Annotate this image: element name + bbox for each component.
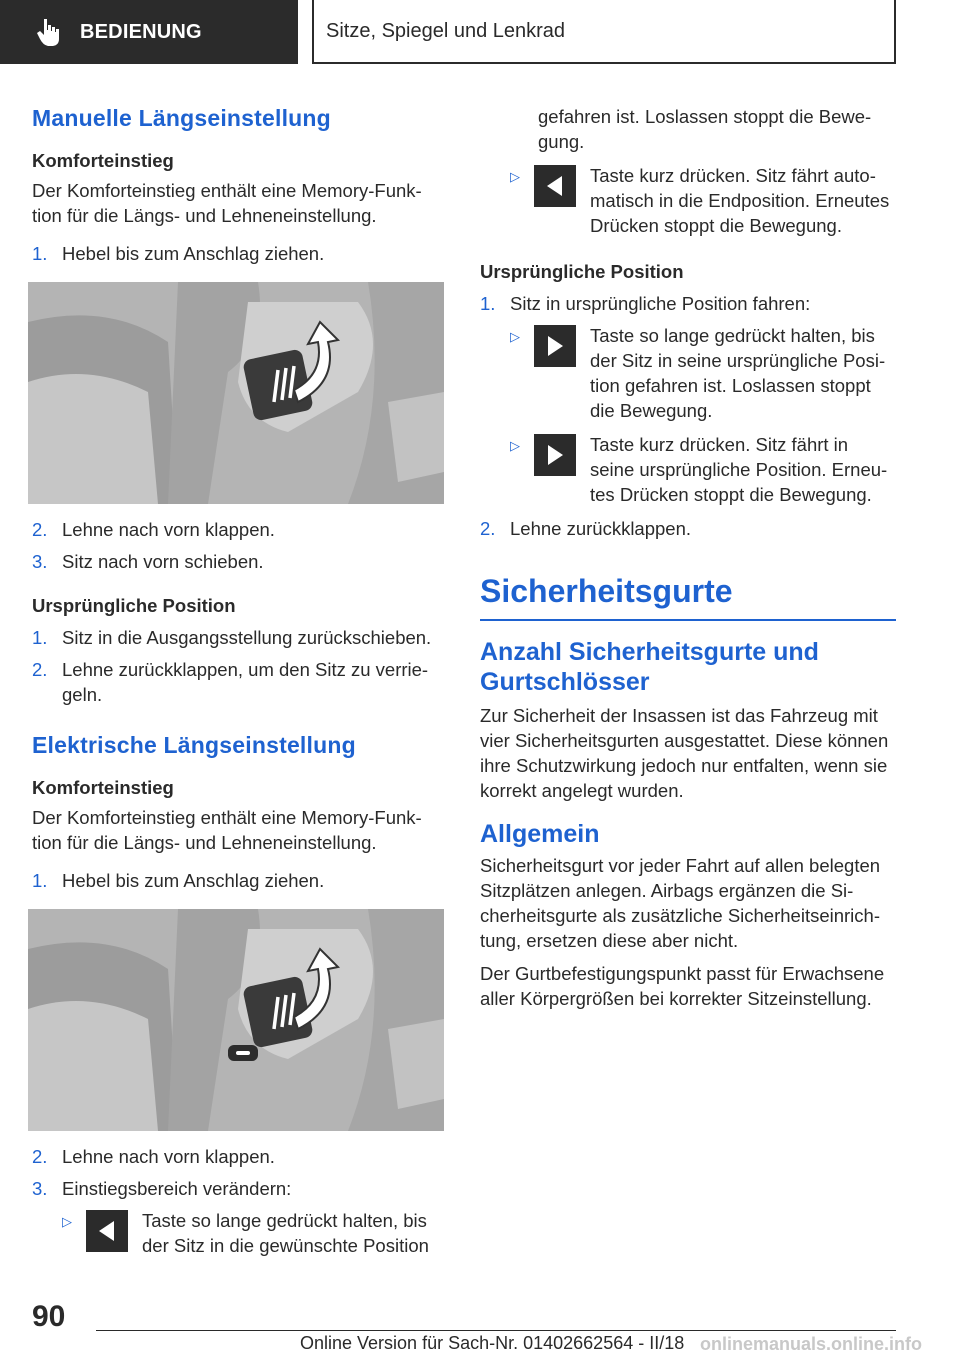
list-text: Lehne nach vorn klappen. bbox=[62, 519, 275, 540]
list-number: 3. bbox=[32, 1178, 48, 1199]
chapter-title: Sitze, Spiegel und Lenkrad bbox=[326, 19, 566, 42]
list-item bbox=[480, 291, 896, 316]
belt-count-title: Anzahl Sicherheitsgurte und Gurtschlösser bbox=[480, 638, 819, 696]
manual-section-title: Manuelle Längseinstellung bbox=[32, 105, 331, 131]
left-column bbox=[32, 100, 444, 1258]
general-paragraph: Der Gurtbefestigungspunkt passt für Erwachsene aller Körpergrößen bei korrekter Sitzeinstellung. bbox=[480, 963, 885, 1009]
list-number: 3. bbox=[32, 551, 48, 572]
komfort-paragraph: Der Komforteinstieg enthält eine Memory-Funktion für die Längs- und Lehneneinstellung. bbox=[32, 180, 422, 226]
komfort-subtitle: Komforteinstieg bbox=[32, 777, 174, 798]
list-number: 2. bbox=[32, 1146, 48, 1167]
list-text: Sitz in ursprüngliche Position fahren: bbox=[510, 293, 811, 314]
list-text: Einstiegsbereich verändern: bbox=[62, 1178, 292, 1199]
list-text: Lehne zurückklappen, um den Sitz zu verriegeln. bbox=[62, 659, 429, 705]
triangle-bullet-icon: ▷ bbox=[62, 1214, 72, 1229]
orig-position-subtitle: Ursprüngliche Position bbox=[480, 261, 684, 282]
bullet-text: Taste kurz drücken. Sitz fährt automatisch in die Endposition. Erneutes Drücken stoppt die Bewegung. bbox=[590, 165, 890, 236]
list-item bbox=[32, 1176, 444, 1201]
seat-lever-photo bbox=[28, 282, 444, 504]
header-section-tab bbox=[0, 0, 298, 64]
arrow-right-button-icon bbox=[534, 325, 576, 367]
bullet-item bbox=[480, 323, 896, 423]
bullet-text: Taste so lange gedrückt halten, bis der Sitz in seine ursprüngliche Position gefahren ist. Loslassen stoppt die Bewegung. bbox=[590, 325, 886, 421]
footer-divider bbox=[96, 1330, 896, 1331]
list-text: Sitz in die Ausgangsstellung zurückschieben. bbox=[62, 627, 432, 648]
page-number: 90 bbox=[32, 1300, 66, 1333]
list-text: Hebel bis zum Anschlag ziehen. bbox=[62, 243, 325, 264]
arrow-left-button-icon bbox=[86, 1210, 128, 1252]
list-number: 1. bbox=[32, 243, 48, 264]
list-item bbox=[32, 868, 444, 893]
triangle-bullet-icon: ▷ bbox=[510, 329, 520, 344]
list-text: Lehne zurückklappen. bbox=[510, 518, 692, 539]
arrow-left-button-icon bbox=[534, 165, 576, 207]
electric-section-title: Elektrische Längseinstellung bbox=[32, 732, 356, 758]
list-item bbox=[32, 625, 444, 650]
list-number: 2. bbox=[480, 518, 496, 539]
arrow-right-button-icon bbox=[534, 434, 576, 476]
chapter-title-box bbox=[312, 0, 896, 64]
bullet-item bbox=[480, 163, 896, 238]
seat-lever-electric-photo bbox=[28, 909, 444, 1131]
list-number: 2. bbox=[32, 519, 48, 540]
orig-position-subtitle: Ursprüngliche Position bbox=[32, 595, 236, 616]
list-number: 2. bbox=[32, 659, 48, 680]
belt-count-paragraph: Zur Sicherheit der Insassen ist das Fahrzeug mit vier Sicherheitsgurten ausgestattet. Diese können ihre Schutzwirkung jedoch nur entfalten, wenn sie korrekt angelegt wurden. bbox=[480, 705, 889, 801]
bullet-text: Taste kurz drücken. Sitz fährt in seine ursprüngliche Position. Erneutes Drücken stoppt die Bewegung. bbox=[590, 434, 888, 505]
triangle-bullet-icon: ▷ bbox=[510, 438, 520, 453]
list-item bbox=[480, 516, 896, 541]
general-title: Allgemein bbox=[480, 820, 600, 848]
bullet-item bbox=[32, 1208, 444, 1258]
list-item bbox=[32, 1144, 444, 1169]
komfort-subtitle: Komforteinstieg bbox=[32, 150, 174, 171]
section-title: BEDIENUNG bbox=[80, 20, 202, 43]
bullet-item bbox=[480, 432, 896, 507]
list-item bbox=[32, 657, 444, 707]
list-number: 1. bbox=[32, 870, 48, 891]
bullet-text: Taste so lange gedrückt halten, bis der Sitz in die gewünschte Position bbox=[142, 1210, 429, 1256]
footer-online-version: Online Version für Sach-Nr. 01402662564 - II/18 bbox=[300, 1333, 685, 1353]
right-column bbox=[480, 100, 896, 1011]
triangle-bullet-icon: ▷ bbox=[510, 169, 520, 184]
list-item bbox=[32, 517, 444, 542]
list-text: Sitz nach vorn schieben. bbox=[62, 551, 264, 572]
list-number: 1. bbox=[480, 293, 496, 314]
general-paragraph: Sicherheitsgurt vor jeder Fahrt auf allen belegten Sitzplätzen anlegen. Airbags ergänzen die Sicherheitsgurte als zusätzliche Sicherheitseinrichtung, ersetzen diese aber nicht. bbox=[480, 855, 881, 951]
watermark: onlinemanuals.online.info bbox=[700, 1334, 923, 1354]
list-number: 1. bbox=[32, 627, 48, 648]
belts-chapter-title: Sicherheitsgurte bbox=[480, 571, 896, 621]
list-item bbox=[32, 549, 444, 574]
bullet-continuation: gefahren ist. Loslassen stoppt die Bewegung. bbox=[538, 106, 872, 152]
list-text: Hebel bis zum Anschlag ziehen. bbox=[62, 870, 325, 891]
list-text: Lehne nach vorn klappen. bbox=[62, 1146, 275, 1167]
touch-hand-icon bbox=[32, 15, 66, 49]
list-item bbox=[32, 241, 444, 266]
komfort-paragraph: Der Komforteinstieg enthält eine Memory-Funktion für die Längs- und Lehneneinstellung. bbox=[32, 807, 422, 853]
